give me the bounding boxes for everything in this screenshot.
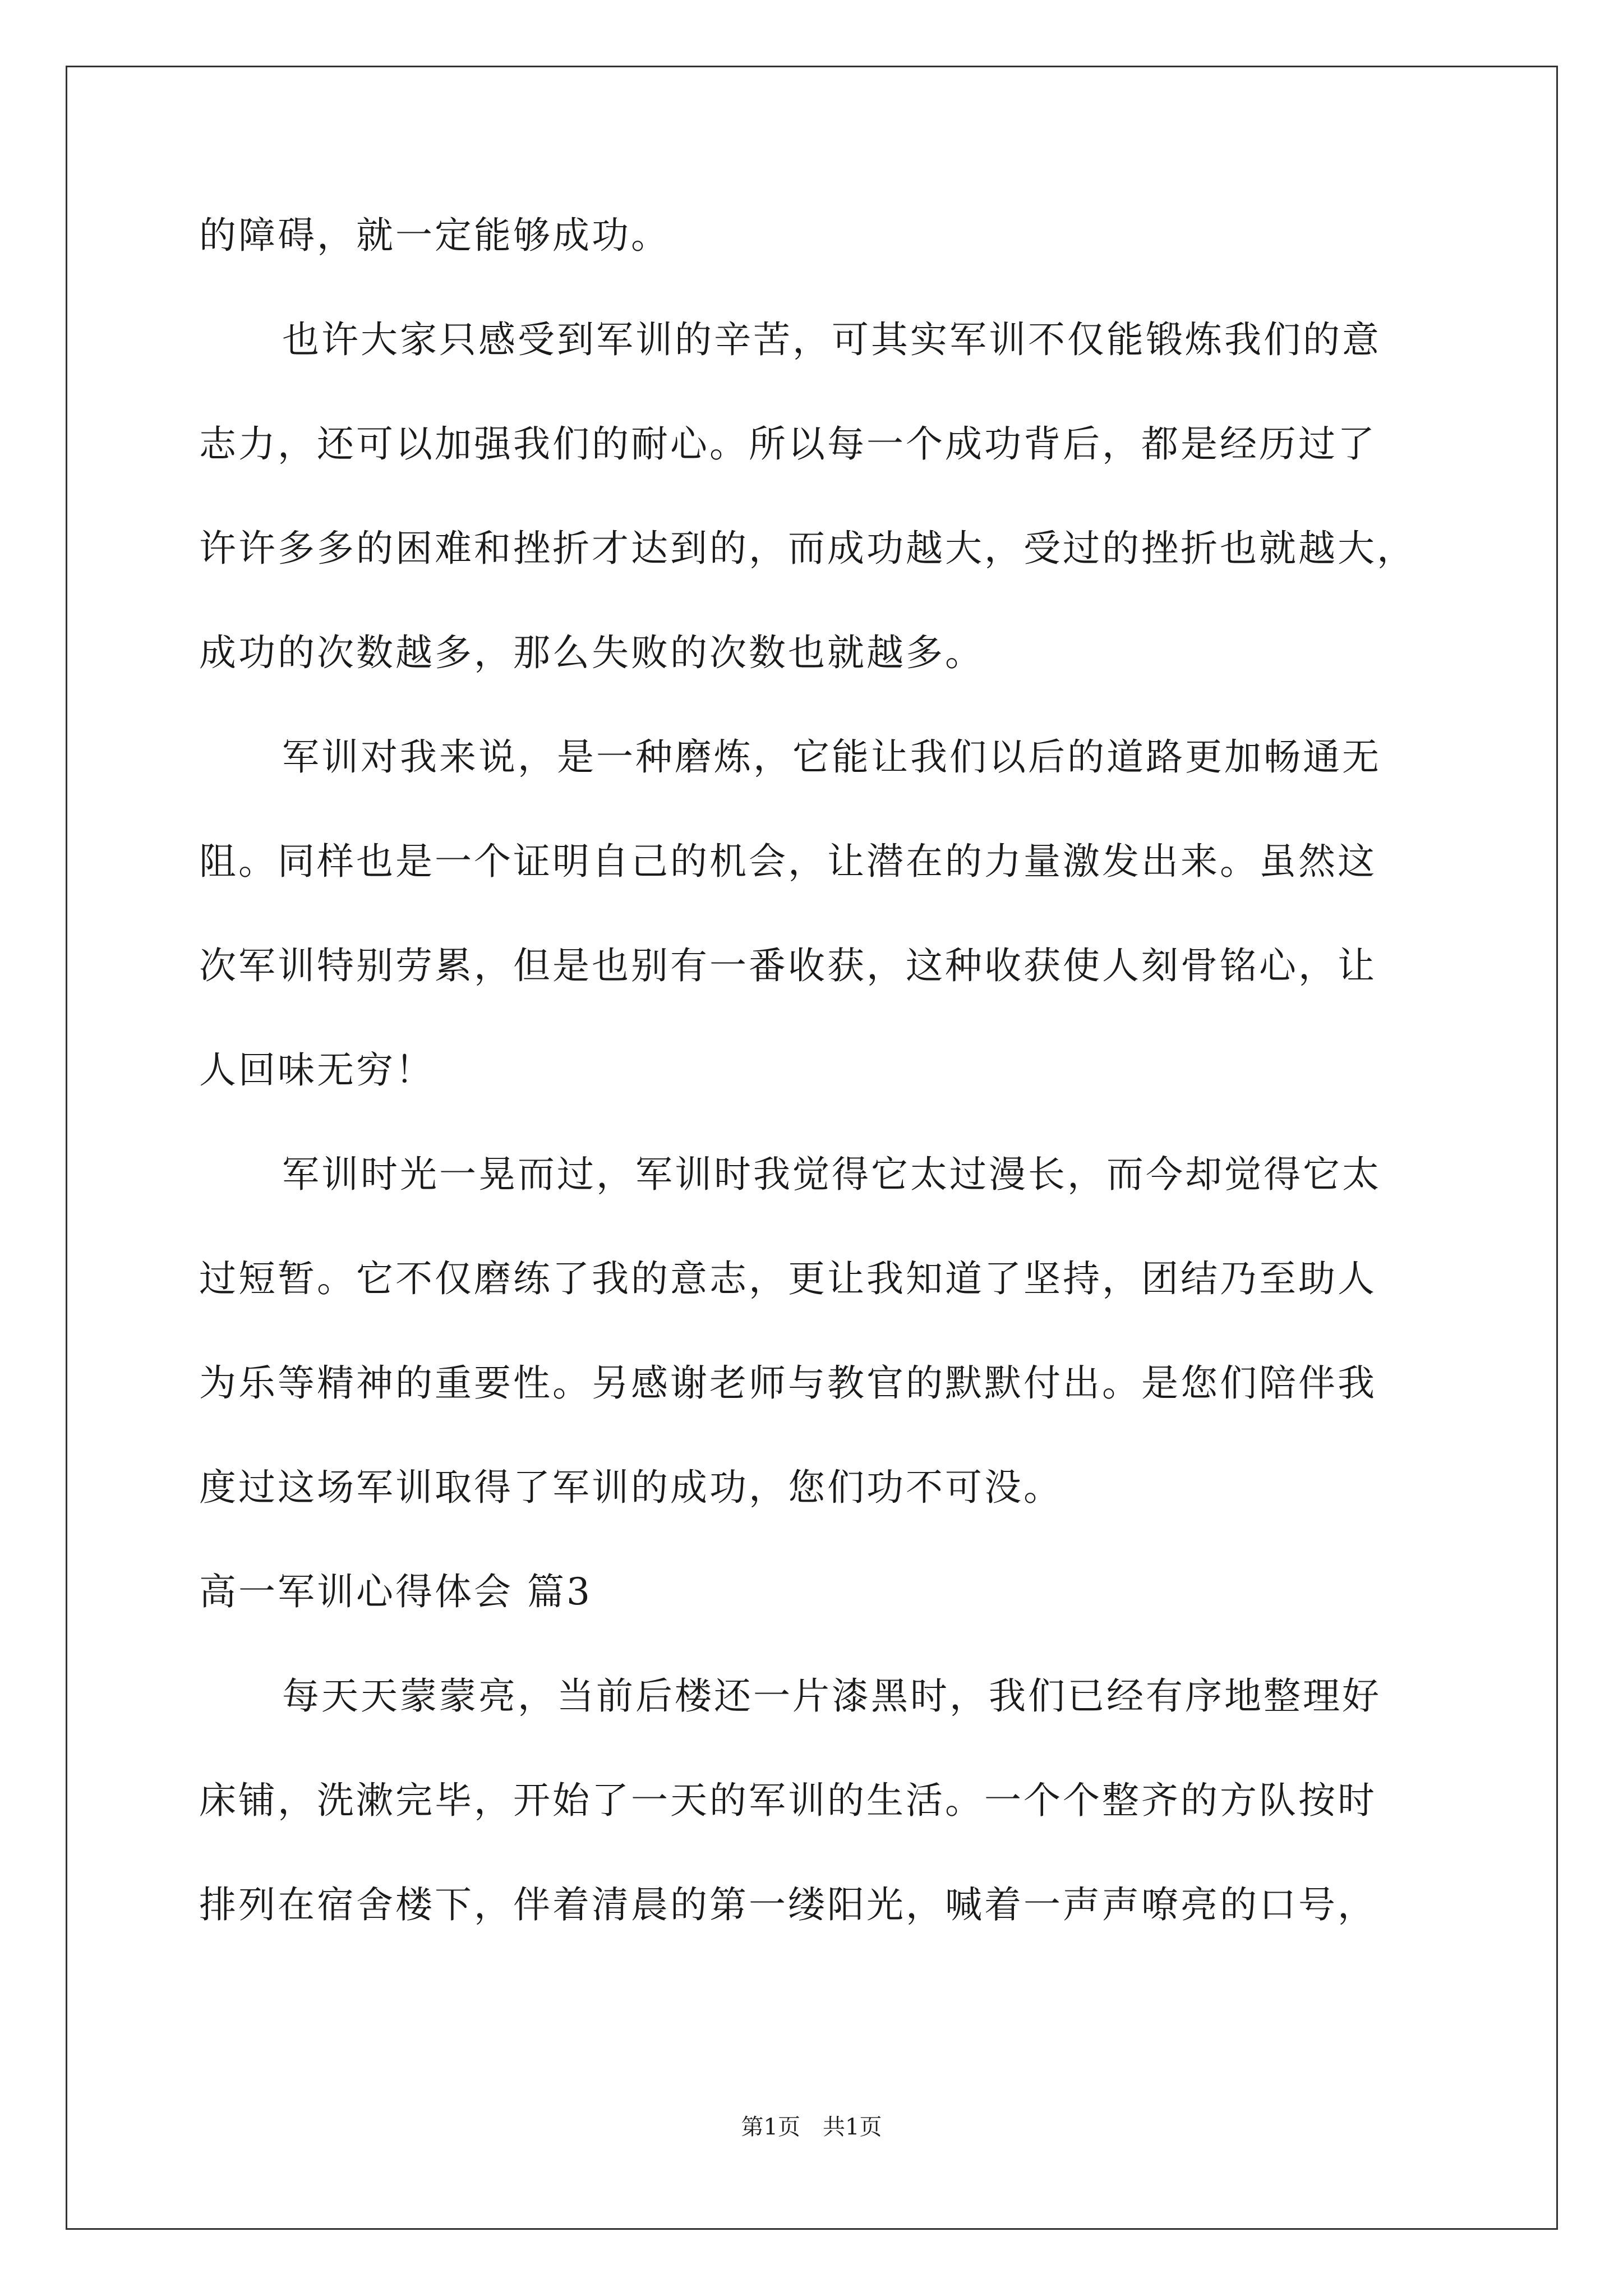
- paragraph-line: 为乐等精神的重要性。另感谢老师与教官的默默付出。是您们陪伴我: [199, 1361, 1377, 1405]
- paragraph-line: 军训对我来说，是一种磨炼，它能让我们以后的道路更加畅通无: [282, 735, 1381, 779]
- paragraph-line: 度过这场军训取得了军训的成功，您们功不可没。: [199, 1466, 1063, 1509]
- paragraph-line: 阻。同样也是一个证明自己的机会，让潜在的力量激发出来。虽然这: [199, 840, 1377, 883]
- paragraph-line: 成功的次数越多，那么失败的次数也就越多。: [199, 631, 984, 674]
- paragraph-line: 床铺，洗漱完毕，开始了一天的军训的生活。一个个整齐的方队按时: [199, 1779, 1377, 1822]
- paragraph-line: 人回味无穷！: [199, 1048, 435, 1092]
- paragraph-line: 的障碍，就一定能够成功。: [199, 214, 670, 257]
- paragraph-line: 每天天蒙蒙亮，当前后楼还一片漆黑时，我们已经有序地整理好: [282, 1674, 1381, 1718]
- paragraph-line: 过短暂。它不仅磨练了我的意志，更让我知道了坚持，团结乃至助人: [199, 1257, 1377, 1300]
- paragraph-line: 次军训特别劳累，但是也别有一番收获，这种收获使人刻骨铭心，让: [199, 944, 1377, 987]
- paragraph-line: 军训时光一晃而过，军训时我觉得它太过漫长，而今却觉得它太: [282, 1153, 1381, 1196]
- page-number-footer: 第1页 共1页: [741, 2114, 882, 2140]
- paragraph-line: 排列在宿舍楼下，伴着清晨的第一缕阳光，喊着一声声嘹亮的口号，: [199, 1883, 1377, 1926]
- paragraph-line: 志力，还可以加强我们的耐心。所以每一个成功背后，都是经历过了: [199, 422, 1377, 466]
- paragraph-line: 也许大家只感受到军训的辛苦，可其实军训不仅能锻炼我们的意: [282, 318, 1381, 361]
- paragraph-line: 许许多多的困难和挫折才达到的，而成功越大，受过的挫折也就越大，: [199, 527, 1416, 570]
- section-heading: 高一军训心得体会 篇3: [199, 1570, 592, 1613]
